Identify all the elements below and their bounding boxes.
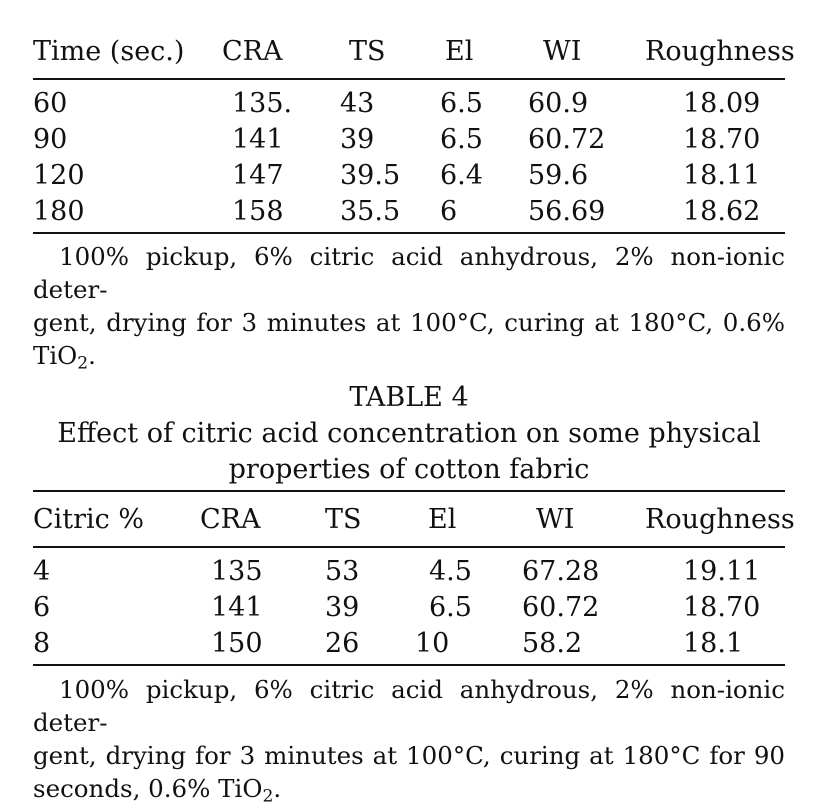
t3-footnote-line2-end: .	[88, 341, 96, 370]
t3-footnote-line2	[33, 306, 785, 372]
t4-header-el: El	[428, 504, 457, 535]
t4-header-citric: Citric %	[33, 504, 145, 535]
t3-cell: 18.70	[683, 124, 761, 155]
t3-cell: 180	[33, 196, 85, 227]
t3-cell: 6.5	[440, 124, 483, 155]
t4-cell: 18.1	[683, 628, 744, 659]
t4-footnote-line3-text: seconds, 0.6% TiO	[33, 774, 263, 803]
t4-footnote-line3-end: .	[273, 774, 282, 803]
t3-cell: 39.5	[340, 160, 401, 191]
t3-cell: 147	[232, 160, 284, 191]
t3-header-roughness: Roughness	[645, 36, 795, 67]
t4-cell: 26	[325, 628, 360, 659]
t4-cell: 10	[415, 628, 450, 659]
t4-cell: 4.5	[429, 556, 472, 587]
t3-header-wi: WI	[543, 36, 582, 67]
t4-cell: 60.72	[522, 592, 600, 623]
t4-caption-line1: Effect of citric acid concentration on some physical	[57, 418, 761, 449]
t3-footnote-line2-text: gent, drying for 3 minutes at 100°C, curing at 180°C, 0.6% TiO	[33, 308, 785, 370]
t4-header-wi: WI	[536, 504, 575, 535]
t3-header-ts: TS	[349, 36, 386, 67]
t3-header-cra: CRA	[222, 36, 283, 67]
t3-footnote-line2-sub: 2	[77, 353, 89, 374]
t4-cell: 58.2	[522, 628, 583, 659]
t4-footnote	[33, 673, 785, 805]
t3-cell: 141	[232, 124, 284, 155]
t3-cell: 6.5	[440, 88, 483, 119]
t3-cell: 43	[340, 88, 375, 119]
t3-cell: 18.09	[683, 88, 761, 119]
t4-header-ts: TS	[325, 504, 362, 535]
t4-caption-line2: properties of cotton fabric	[228, 454, 590, 485]
t4-cell: 18.70	[683, 592, 761, 623]
t3-footnote-line1: 100% pickup, 6% citric acid anhydrous, 2% non-ionic deter-	[33, 242, 785, 304]
t3-footnote	[33, 240, 785, 372]
t4-header-roughness: Roughness	[645, 504, 795, 535]
t3-cell: 60.72	[528, 124, 606, 155]
t4-cell: 150	[211, 628, 263, 659]
t3-cell: 39	[340, 124, 375, 155]
t3-cell: 158	[232, 196, 284, 227]
t4-cell: 135	[211, 556, 263, 587]
t4-bottom-rule	[33, 664, 785, 666]
t4-cell: 6.5	[429, 592, 472, 623]
t4-header-rule	[33, 546, 785, 548]
t3-cell: 6.4	[440, 160, 483, 191]
t3-cell: 135.	[232, 88, 293, 119]
t3-cell: 56.69	[528, 196, 606, 227]
t4-cell: 141	[211, 592, 263, 623]
t3-cell: 6	[440, 196, 458, 227]
t4-footnote-line3	[33, 772, 785, 805]
t4-cell: 19.11	[683, 556, 761, 587]
t4-top-rule	[33, 490, 785, 492]
t3-cell: 60.9	[528, 88, 589, 119]
t4-cell: 67.28	[522, 556, 600, 587]
t3-cell: 120	[33, 160, 85, 191]
t3-header-time: Time (sec.)	[33, 36, 185, 67]
t4-footnote-line3-sub: 2	[262, 786, 274, 807]
t3-cell: 60	[33, 88, 68, 119]
t3-header-rule	[33, 78, 785, 80]
t3-bottom-rule	[33, 232, 785, 234]
t4-cell: 53	[325, 556, 360, 587]
t3-cell: 59.6	[528, 160, 589, 191]
t4-footnote-line1: 100% pickup, 6% citric acid anhydrous, 2% non-ionic deter-	[33, 675, 785, 737]
t4-cell: 39	[325, 592, 360, 623]
t3-header-el: El	[445, 36, 474, 67]
t4-label: TABLE 4	[349, 382, 469, 413]
t3-cell: 35.5	[340, 196, 401, 227]
t4-cell: 4	[33, 556, 51, 587]
t3-cell: 18.11	[683, 160, 761, 191]
t4-footnote-line2: gent, drying for 3 minutes at 100°C, curing at 180°C for 90	[33, 741, 785, 770]
t4-cell: 8	[33, 628, 51, 659]
t4-header-cra: CRA	[200, 504, 261, 535]
t3-cell: 90	[33, 124, 68, 155]
t3-cell: 18.62	[683, 196, 761, 227]
t4-cell: 6	[33, 592, 51, 623]
